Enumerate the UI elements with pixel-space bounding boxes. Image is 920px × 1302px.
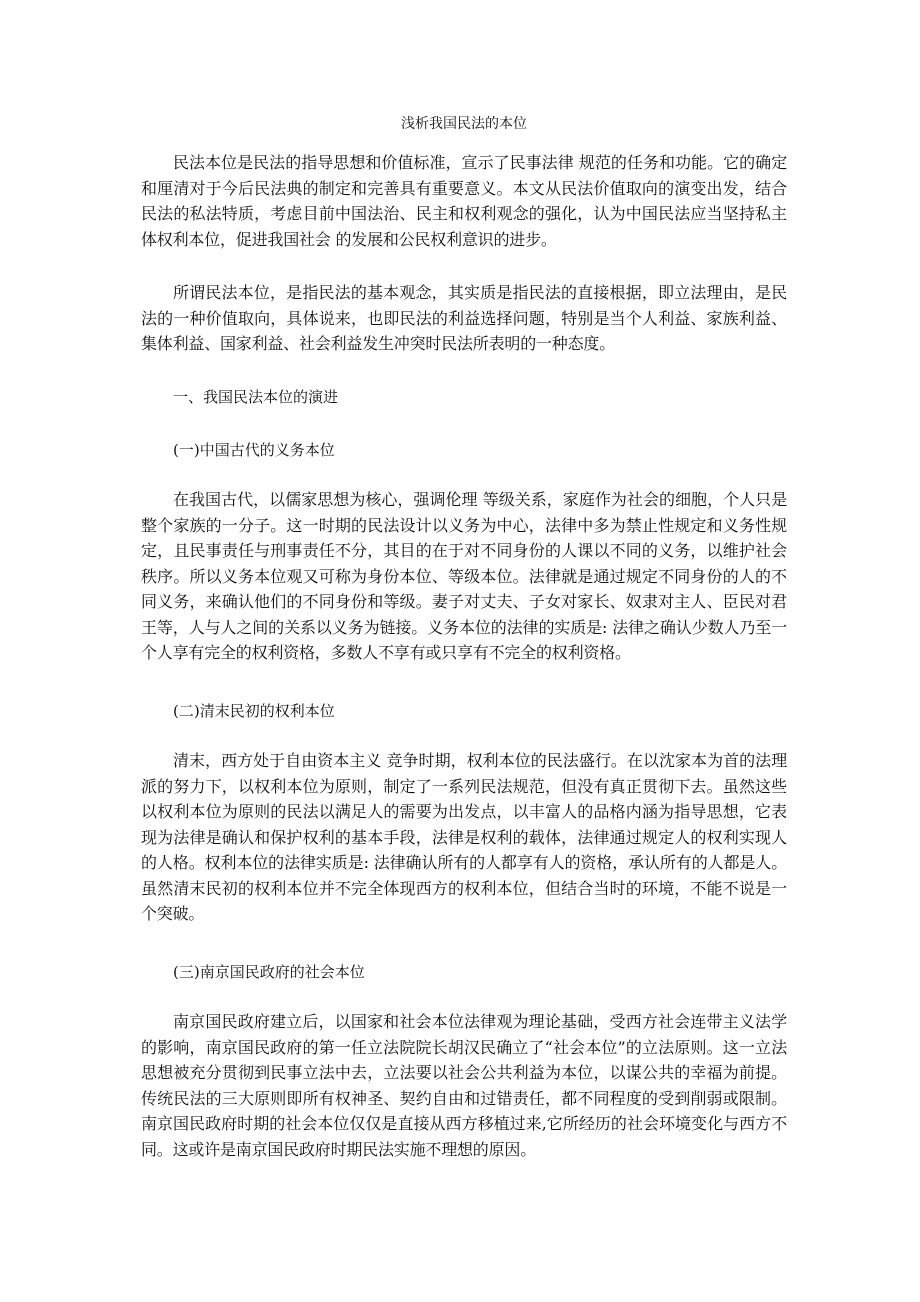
subsection-body-3: 南京国民政府建立后，以国家和社会本位法律观为理论基础，受西方社会连带主义法学的影响，南京国民政府的第一任立法院院长胡汉民确立了“社会本位”的立法原则。这一立法思想被充分贯彻到民事立法中去，立法要以社会公共利益为本位，以谋公共的幸福为前提。传统民法的三大原则即所有权神圣、契约自由和过错责任，都不同程度的受到削弱或限制。南京国民政府时期的社会本位仅仅是直接从西方移植过来,它所经历的社会环境变化与西方不同。这或许是南京国民政府时期民法实施不理想的原因。 — [141, 1012, 787, 1159]
abstract-paragraph: 民法本位是民法的指导思想和价值标准，宣示了民事法律 规范的任务和功能。它的确定和厘清对于今后民法典的制定和完善具有重要意义。本文从民法价值取向的演变出发，结合民法的私法特质，考虑目前中国法治、民主和权利观念的强化，认为中国民法应当坚持私主体权利本位，促进我国社会 的发展和公民权利意识的进步。 — [141, 153, 787, 249]
subsection-body-1: 在我国古代，以儒家思想为核心，强调伦理 等级关系，家庭作为社会的细胞，个人只是整个家族的一分子。这一时期的民法设计以义务为中心，法律中多为禁止性规定和义务性规定，且民事责任与刑事责任不分，其目的在于对不同身份的人课以不同的义务，以维护社会秩序。所以义务本位观又可称为身份本位、等级本位。法律就是通过规定不同身份的人的不同义务，来确认他们的不同身份和等级。妻子对丈夫、子女对家长、奴隶对主人、臣民对君王等，人与人之间的关系以义务为链接。义务本位的法律的实质是: 法律之确认少数人乃至一个人享有完全的权利资格，多数人不享有或只享有不完全的权利资格。 — [141, 490, 787, 662]
subsection-body-2: 清末，西方处于自由资本主义 竞争时期，权利本位的民法盛行。在以沈家本为首的法理派的努力下，以权利本位为原则，制定了一系列民法规范，但没有真正贯彻下去。虽然这些以权利本位为原则的民法以满足人的需要为出发点，以丰富人的品格内涵为指导思想，它表现为法律是确认和保护权利的基本手段，法律是权利的载体，法律通过规定人的权利实现人的人格。权利本位的法律实质是: 法律确认所有的人都享有人的资格，承认所有的人都是人。虽然清末民初的权利本位并不完全体现西方的权利本位，但结合当时的环境，不能不说是一个突破。 — [141, 751, 787, 923]
subsection-heading-2: (二)清末民初的权利本位 — [173, 702, 335, 720]
section-heading: 一、我国民法本位的演进 — [173, 388, 339, 406]
subsection-heading-3: (三)南京国民政府的社会本位 — [173, 963, 365, 981]
document-title: 浅析我国民法的本位 — [401, 116, 527, 132]
intro-paragraph: 所谓民法本位，是指民法的基本观念，其实质是指民法的直接根据，即立法理由，是民法的一种价值取向，具体说来，也即民法的利益选择问题，特别是当个人利益、家族利益、集体利益、国家利益、社会利益发生冲突时民法所表明的一种态度。 — [141, 283, 787, 353]
subsection-heading-1: (一)中国古代的义务本位 — [173, 441, 335, 459]
